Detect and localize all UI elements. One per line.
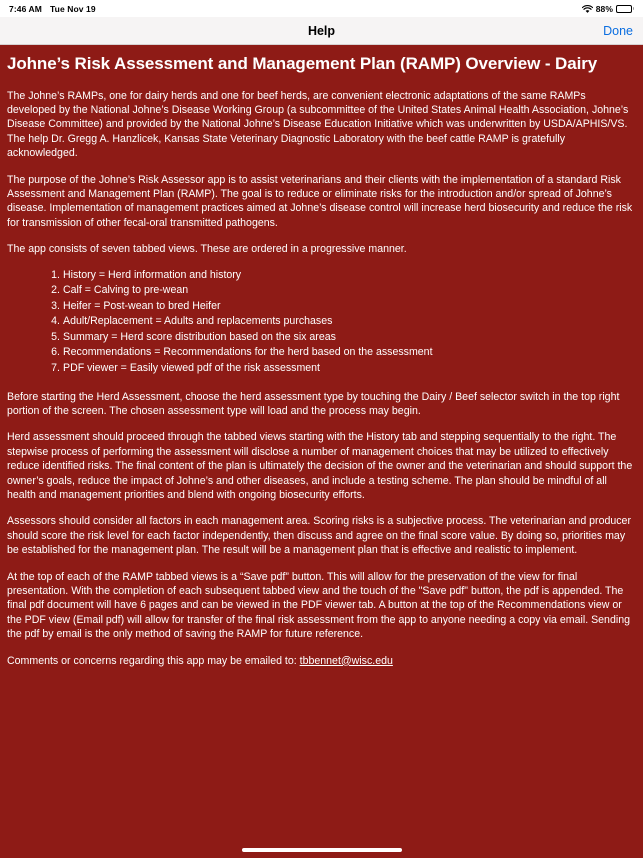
status-bar-right	[582, 4, 634, 14]
status-bar	[0, 0, 643, 17]
list-item: Heifer = Post-wean to bred Heifer	[63, 299, 221, 312]
page-title: Help	[307, 23, 336, 38]
paragraph-intro: The Johne’s RAMPs, one for dairy herds and one for beef herds, are convenient electronic adaptations of the same RAMPs developed by the National Johne’s Disease Working Group (a subcommittee of the United States Animal Health Association, Johne’s Disease Committee) and provided by the National Johne’s Disease Education Initiative which was underwritten by USDA/APHIS/VS. The help Dr. Gregg A. Hanzlicek, Kansas State Veterinary Diagnostic Laboratory with the beef cattle RAMP is gratefully acknowledged.	[7, 89, 629, 160]
battery-percent-label: 88%	[595, 3, 613, 14]
status-bar-left	[9, 4, 96, 14]
list-item: Recommendations = Recommendations for the herd based on the assessment	[63, 346, 433, 359]
paragraph-before-starting: Before starting the Herd Assessment, choose the herd assessment type by touching the Dairy / Beef selector switch in the top right portion of the screen. The chosen assessment type will load and the process may begin.	[7, 390, 620, 418]
wifi-icon	[582, 5, 593, 14]
status-time: 7:46 AM	[9, 3, 42, 14]
list-item: Summary = Herd score distribution based on the six areas	[63, 330, 336, 343]
navigation-bar	[0, 17, 643, 45]
paragraph-purpose: The purpose of the Johne’s Risk Assessor app is to assist veterinarians and their clients with the implementation of a standard Risk Assessment and Management Plan (RAMP). The goal is to reduce or eliminate risks for the introduction and/or spread of Johne’s disease. Implementation of management practices aimed at Johne’s disease control will increase herd biosecurity and reduce the risk for transmission of other fecal-oral transmitted pathogens.	[7, 173, 633, 229]
paragraph-tabbed-views-intro: The app consists of seven tabbed views. These are ordered in a progressive manner.	[7, 243, 407, 256]
status-date: Tue Nov 19	[49, 3, 96, 14]
paragraph-herd-assessment: Herd assessment should proceed through the tabbed views starting with the History tab and stepping sequentially to the right. The stepwise process of performing the assessment will disclose a number of management choices that may be utilized to effectively reduce identified risks. The final content of the plan is ultimately the decision of the owner and the veterinarian and should support the owner’s goals, reduce the impact of Johne’s and other diseases, and include a testing scheme. The plan should be mindful of all health and management priorities and blend with ongoing biosecurity efforts.	[7, 431, 633, 502]
home-indicator-container	[0, 848, 643, 852]
list-item: PDF viewer = Easily viewed pdf of the risk assessment	[63, 362, 320, 375]
paragraph-contact	[7, 654, 636, 668]
done-button[interactable]: Done	[603, 23, 633, 38]
document-title: Johne’s Risk Assessment and Management Plan (RAMP) Overview - Dairy	[7, 54, 598, 73]
help-document-content	[0, 45, 643, 858]
list-item: Adult/Replacement = Adults and replacements purchases	[63, 315, 333, 328]
paragraph-save-pdf: At the top of each of the RAMP tabbed views is a “Save pdf” button. This will allow for the preservation of the view for final presentation. With the completion of each subsequent tabbed view and the touch of the "Save pdf" button, the pdf is appended. The final pdf document will have 6 pages and can be viewed in the PDF viewer tab. A button at the top of the Recommendations view or the PDF view (Email pdf) will allow for transfer of the final risk assessment from the app to anyone needing a copy via email. Sending the pdf by email is the only method of saving the RAMP for future reference.	[7, 570, 630, 641]
contact-prefix-text: Comments or concerns regarding this app may be emailed to:	[7, 654, 300, 667]
battery-icon	[616, 5, 634, 13]
paragraph-assessors: Assessors should consider all factors in each management area. Scoring risks is a subjective process. The veterinarian and producer should score the risk level for each factor independently, then discuss and agree on the final score value. By doing so, priorities may be established for the management plan. The result will be a management plan that is effective and realistic to implement.	[7, 515, 631, 557]
tabbed-views-list	[7, 268, 636, 377]
contact-email-link[interactable]: tbbennet@wisc.edu	[299, 654, 393, 667]
list-item: History = Herd information and history	[63, 268, 242, 281]
list-item: Calf = Calving to pre-wean	[63, 284, 189, 297]
home-indicator[interactable]	[242, 848, 402, 852]
